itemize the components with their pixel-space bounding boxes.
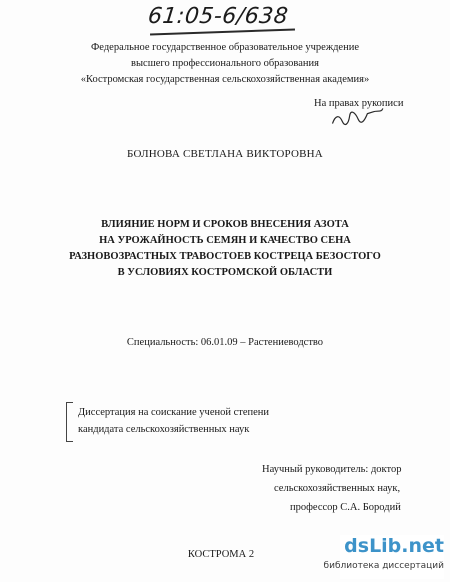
signature-scribble: [329, 106, 386, 128]
author-name: БОЛНОВА СВЕТЛАНА ВИКТОРОВНА: [127, 148, 323, 160]
watermark-site-name[interactable]: dsLib.net: [344, 535, 444, 557]
watermark-subtitle: библиотека диссертаций: [323, 561, 444, 571]
supervisor-block: [262, 460, 401, 517]
handwritten-signature: [329, 106, 387, 131]
institution-line-2: высшего профессионального образования: [131, 58, 319, 69]
handwritten-underline: [150, 28, 295, 35]
city-year: КОСТРОМА 2: [187, 549, 255, 560]
institution-line-3: «Костромская государственная сельскохозяйственная академия»: [80, 74, 370, 85]
supervisor-line-1: Научный руководитель: доктор: [262, 464, 402, 475]
supervisor-line-2: сельскохозяйственных наук,: [274, 483, 401, 494]
bracket-mark: [66, 402, 73, 442]
institution-block: [0, 40, 450, 88]
dissertation-title: [0, 217, 450, 281]
handwritten-archive-code: 61:05-6/638: [146, 4, 290, 29]
specialty-line: Специальность: 06.01.09 – Растениеводство: [126, 337, 324, 348]
watermark[interactable]: [323, 535, 444, 579]
title-line-1: ВЛИЯНИЕ НОРМ И СРОКОВ ВНЕСЕНИЯ АЗОТА: [101, 219, 349, 230]
title-line-3: РАЗНОВОЗРАСТНЫХ ТРАВОСТОЕВ КОСТРЕЦА БЕЗОСТОГО: [69, 251, 381, 262]
degree-line-1: Диссертация на соискание ученой степени: [78, 407, 270, 418]
manuscript-note: На правах рукописи: [314, 98, 404, 109]
degree-block: [78, 404, 269, 438]
title-line-2: НА УРОЖАЙНОСТЬ СЕМЯН И КАЧЕСТВО СЕНА: [99, 235, 351, 246]
title-line-4: В УСЛОВИЯХ КОСТРОМСКОЙ ОБЛАСТИ: [117, 267, 333, 278]
degree-line-2: кандидата сельскохозяйственных наук: [78, 424, 250, 435]
supervisor-line-3: профессор С.А. Бородий: [290, 502, 401, 513]
institution-line-1: Федеральное государственное образовательное учреждение: [91, 42, 359, 53]
